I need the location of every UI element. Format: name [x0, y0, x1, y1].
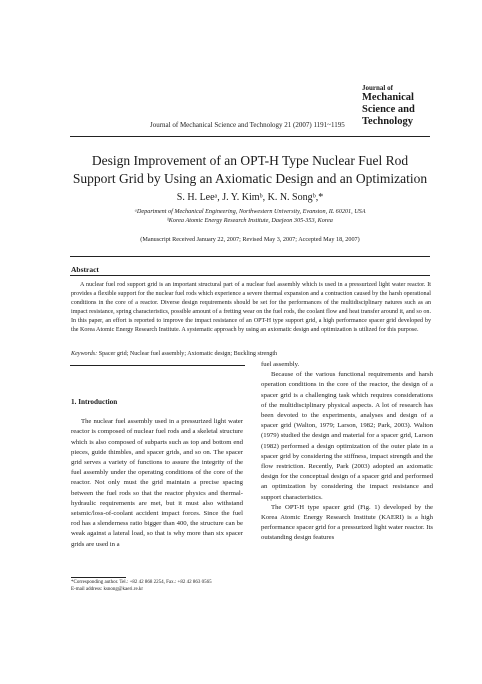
abstract-body: A nuclear fuel rod support grid is an important structural part of a nuclear fuel assembly which is used in a pressurized light water reactor. It provides a flexible support for the nuclear fuel rods which experience a severe thermal expansion and a contraction caused by the harsh operational conditions in the core of a reactor. Diverse design requirements should be set for the performances of the multidisciplinary natures such as an impact resistance, spring characteristics, possible amount of a fretting wear on the fuel rods, the coolant flow and heat transfer around it, and so on. In this paper, an effort is reported to improve the impact resistance of an OPT-H type support grid, a high performance spacer grid developed by the Korea Atomic Energy Research Institute. A systematic approach by using an axiomatic design and optimization is utilized for this purpose. [71, 282, 431, 333]
intro-paragraph-3: The OPT-H type spacer grid (Fig. 1) developed by the Korea Atomic Energy Research Institute (KAERI) is a high performance spacer grid for a pressurized light water reactor. Its outstanding design features [261, 503, 433, 542]
left-column [71, 397, 243, 550]
keywords-rule [70, 365, 245, 366]
footnote-email: E-mail address: ksnong@kaeri.re.kr [71, 587, 144, 592]
keywords-list: Spacer grid; Nuclear fuel assembly; Axiomatic design; Buckling strength [98, 351, 278, 357]
journal-logo-line1: Journal of [362, 84, 393, 92]
keywords [71, 351, 431, 357]
journal-citation: Journal of Mechanical Science and Technology 21 (2007) 1191~1195 [150, 121, 345, 129]
journal-logo-line4: Technology [362, 116, 413, 127]
journal-logo-line3: Science and [362, 104, 415, 115]
section-heading-introduction: 1. Introduction [71, 398, 118, 406]
paper-title [70, 152, 430, 188]
title-line-2: Support Grid by Using an Axiomatic Design and an Optimization [72, 171, 428, 186]
journal-logo-line2: Mechanical [362, 92, 414, 103]
intro-paragraph-1: The nuclear fuel assembly used in a pressurized light water reactor is composed of nuclear fuel rods and a skeletal structure which is also composed of subparts such as top and bottom end pieces, guide thimbles, and spacer grids, and so on. The spacer grid serves a variety of functions to assure the integrity of the fuel assembly under the operating conditions of the core of the reactor. Not only must the grid maintain a precise spacing between the fuel rods so that the reactor physics and thermal-hydraulic requirements are met, but it must also withstand seismic/loss-of-coolant accident impact forces. Since the fuel rod has a slenderness ratio bigger than 400, the structure can be weak against a lateral load, so that is why more than six spacer grids are used in a [71, 418, 243, 548]
right-column-continuation: fuel assembly. [261, 361, 300, 368]
author-list: S. H. Leeᵃ, J. Y. Kimᵇ, K. N. Songᵇ,* [176, 192, 324, 203]
affiliation-a: ᵃDepartment of Mechanical Engineering, Northwestern University, Evanston, IL 60201, USA [134, 208, 366, 215]
title-line-1: Design Improvement of an OPT-H Type Nuclear Fuel Rod [91, 153, 409, 168]
abstract-top-rule [70, 256, 430, 257]
footnote-corresponding-author: *Corresponding author. Tel.: +82 42 868 2254, Fax.: +82 42 863 0565 [71, 580, 212, 585]
abstract-heading: Abstract [71, 265, 99, 274]
abstract-heading-rule [70, 275, 430, 276]
intro-paragraph-2: Because of the various functional requirements and harsh operation conditions in the core of the reactor, the design of a spacer grid is a challenging task which requires considerations of the multidisciplinary physical aspects. A lot of research has been devoted to the experiments, analyses and design of a spacer grid (Walton, 1979; Larson, 1982; Park, 2003). Walton (1979) studied the design and material for a spacer grid, Larson (1982) performed a design optimization of the outer plate in a spacer grid by considering the stiffness, impact strength and the flow restriction. Recently, Park (2003) adopted an axiomatic design for the conceptual design of a spacer grid and performed an optimization by considering the impact resistance and support characteristics. [261, 371, 433, 501]
footnote [71, 579, 246, 593]
right-column [261, 360, 433, 544]
footnote-rule [71, 577, 126, 578]
keywords-label: Keywords: [71, 351, 98, 357]
header-rule [70, 136, 430, 137]
affiliations [70, 207, 430, 225]
affiliation-b: ᵇKorea Atomic Energy Research Institute, Daejeon 305-353, Korea [167, 217, 333, 224]
manuscript-dates: (Manuscript Received January 22, 2007; Revised May 3, 2007; Accepted May 18, 2007) [140, 236, 360, 243]
